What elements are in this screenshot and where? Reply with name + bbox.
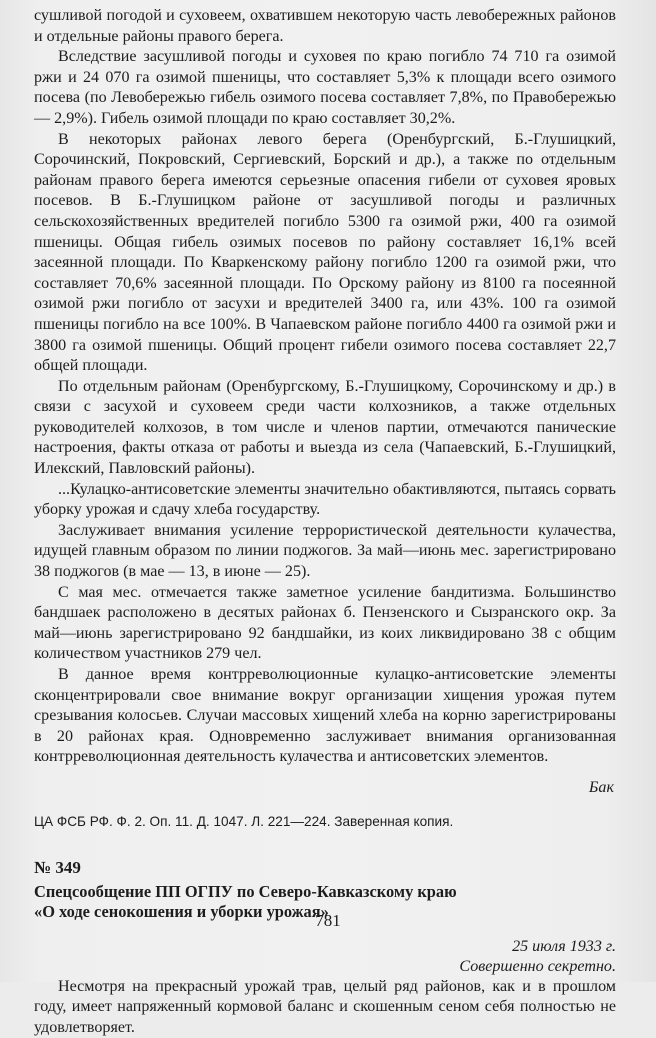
paragraph: Вследствие засушливой погоды и суховея по краю погибло 74 710 га озимой ржи и 24 070 га озимой пшеницы, что составляет 5,3% к площади всего озимого посева (по Левобережью гибель озимого посева составляет 7,8%, по Правобережью — 2,9%). Гибель озимой площади по краю составляет 30,2%. bbox=[34, 48, 616, 127]
document-number: № 349 bbox=[34, 857, 81, 877]
paragraph: С мая мес. отмечается также заметное усиление бандитизма. Большинство бандшаек расположено в десятых районах б. Пензенского и Сызранского окр. За май—июнь зарегистрировано 92 бандшайки, из коих ликвидировано 38 с общим количеством участников 279 чел. bbox=[34, 583, 616, 663]
page-number: 781 bbox=[315, 911, 341, 930]
document-title-line-1: Спецсообщение ПП ОГПУ по Северо-Кавказскому краю bbox=[34, 881, 457, 901]
classification-mark: Совершенно секретно. bbox=[459, 957, 616, 975]
paragraph: По отдельным районам (Оренбургскому, Б.-Глушицкому, Сорочинскому и др.) в связи с засухой и суховеем среди части колхозников, а также отдельных руководителей колхозов, в том числе и членов партии, отмечаются панические настроения, факты отказа от работы и выезда из села (Чапаевский, Б.-Глушицкий, Илекский, Павловский районы). bbox=[34, 377, 616, 478]
paragraph: В некоторых районах левого берега (Оренбургский, Б.-Глушицкий, Сорочинский, Покровский, Сергиевский, Борский и др.), а также по отдельным районам правого берега имеются серьезные опасения гибели от суховея яровых посевов. В Б.-Глушицком районе от засушливой погоды и различных сельскохозяйственных вредителей погибло 5300 га озимой ржи, 400 га озимой пшеницы. Общая гибель озимых посевов по району составляет 16,1% всей засеянной площади. По Кваркенскому району погибло 1200 га озимой ржи, что составляет 70,6% засеянной площади. По Орскому району из 8100 га посеянной озимой ржи погибло от засухи и вредителей 3400 га, или 43%. 100 га озимой пшеницы погибло на все 100%. В Чапаевском районе погибло 4400 га озимой ржи и 3800 га озимой пшеницы. Общий процент гибели озимого посева составляет 22,7 общей площади. bbox=[34, 130, 616, 375]
paragraph: В данное время контрреволюционные кулацко-антисоветские элементы сконцентрировали свое внимание вокруг организации хищения урожая путем срезывания колосьев. Случаи массовых хищений хлеба на корню зарегистрированы в 20 районах края. Одновременно заслуживает внимания организованная контрреволюционная деятельность кулачества и антисоветских элементов. bbox=[34, 666, 616, 766]
paragraph: Заслуживает внимания усиление террористической деятельности кулачества, идущей главным образом по линии поджогов. За май—июнь мес. зарегистрировано 38 поджогов (в мае — 13, в июне — 25). bbox=[34, 521, 616, 581]
archive-reference: ЦА ФСБ РФ. Ф. 2. Оп. 11. Д. 1047. Л. 221—224. Заверенная копия. bbox=[34, 813, 454, 829]
document-date: 25 июля 1933 г. bbox=[512, 937, 616, 955]
paragraph-continuation: сушливой погодой и суховеем, охватившем некоторую часть левобережных районов и отдельные районы правого берега. bbox=[34, 7, 616, 45]
paragraph: ...Кулацко-антисоветские элементы значительно обактивляются, пытаясь сорвать уборку урожая и сдачу хлеба государству. bbox=[34, 480, 616, 519]
document-meta bbox=[34, 937, 616, 977]
signature: Бак bbox=[588, 778, 614, 796]
document-title-line-2: «О ходе сенокошения и уборки урожая» bbox=[34, 902, 329, 922]
paragraph: Несмотря на прекрасный урожай трав, целый ряд районов, как и в прошлом году, имеет напряженный кормовой баланс и скошенным сеном себя полностью не удовлетворяет. bbox=[34, 977, 616, 1036]
page-text bbox=[34, 6, 616, 1038]
